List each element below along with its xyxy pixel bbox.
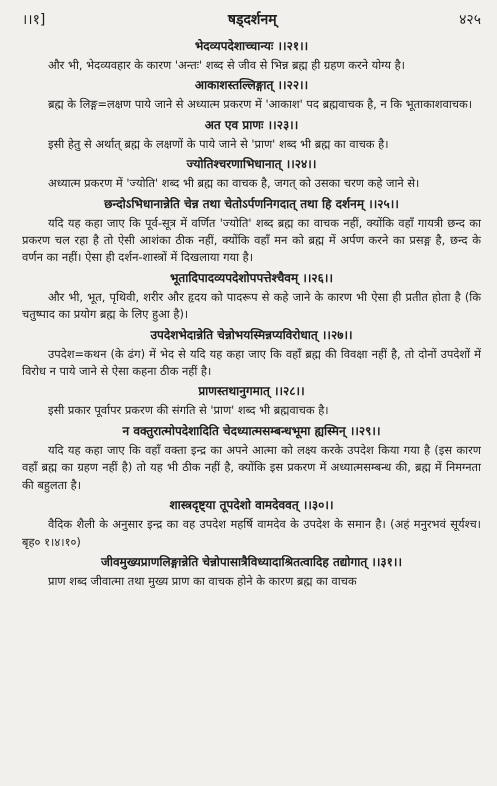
sutra-24: ज्योतिश्चरणाभिधानात् ।।२४।। xyxy=(186,157,317,172)
page-number: ४२५ xyxy=(459,12,481,28)
sutra-21: भेदव्यपदेशाच्चान्यः ।।२१।। xyxy=(194,39,309,53)
sutra-22: आकाशस्तल्लिङ्गात् ।।२२।। xyxy=(194,78,309,93)
page-body xyxy=(22,38,481,590)
sutra-26: भूतादिपादव्यपदेशोपपत्तेश्चैवम् ।।२६।। xyxy=(169,270,334,285)
sutra-23: अत एव प्राणः ।।२३।। xyxy=(204,117,299,132)
page-header xyxy=(22,10,481,30)
sutra-29: न वक्तुरात्मोपदेशादिति चेदध्यात्मसम्बन्धभूमा ह्यस्मिन् ।।२९।। xyxy=(122,423,381,438)
commentary-24: अध्यात्म प्रकरण में 'ज्योति' शब्द भी ब्रह्म का वाचक है, जगत् को उसका चरण कहे जाने से। xyxy=(48,176,420,191)
commentary-25: यदि यह कहा जाए कि पूर्व-सूत्र में वर्णित 'ज्योति' शब्द ब्रह्म का वाचक नहीं, क्योंकि वहाँ गायत्री छन्द का प्रकरण चल रहा है तो ऐसी आशंका ठीक नहीं, क्योंकि वहाँ मन को ब्रह्म में अर्पण करने का प्रसङ्ग है, छन्द के वर्णन का नहीं। ऐसा ही दर्शन-शास्त्रों में दिखलाया गया है। xyxy=(22,215,481,265)
commentary-28: इसी प्रकार पूर्वापर प्रकरण की संगति से 'प्राण' शब्द भी ब्रह्मवाचक है। xyxy=(48,403,329,418)
commentary-23: इसी हेतु से अर्थात् ब्रह्म के लक्षणों के पाये जाने से 'प्राण' शब्द भी ब्रह्म का वाचक है। xyxy=(48,136,389,151)
commentary-29: यदि यह कहा जाए कि वहाँ वक्ता इन्द्र का अपने आत्मा को लक्ष्य करके उपदेश किया गया है (इस कारण वहाँ ब्रह्म का ग्रहण नहीं है) तो यह भी ठीक नहीं है, क्योंकि इस प्रकरण में अध्यात्मसम्बन्ध की, ब्रह्म में निमग्नता की बहुलता है। xyxy=(22,442,481,492)
sutra-27: उपदेशभेदान्नेति चेन्नोभयस्मिन्नप्यविरोधात् ।।२७।। xyxy=(150,327,353,342)
commentary-26: और भी, भूत, पृथिवी, शरीर और हृदय को पादरूप से कहे जाने के कारण भी ऐसा ही प्रतीत होता है (कि चतुष्पाद का प्रयोग ब्रह्म के लिए हुआ है)। xyxy=(22,289,481,322)
commentary-31: प्राण शब्द जीवात्मा तथा मुख्य प्राण का वाचक होने के कारण ब्रह्म का वाचक xyxy=(48,573,357,588)
sutra-28: प्राणस्तथानुगमात् ।।२८।। xyxy=(198,384,305,399)
header-title: षड्दर्शनम् xyxy=(227,12,277,28)
commentary-27: उपदेश=कथन (के ढंग) में भेद से यदि यह कहा जाए कि वहाँ ब्रह्म की विवक्षा नहीं है, तो दोनों उपदेशों में विरोध न पाये जाने से ऐसा कहना ठीक नहीं है। xyxy=(22,346,481,379)
commentary-30: वैदिक शैली के अनुसार इन्द्र का वह उपदेश महर्षि वामदेव के उपदेश के समान है। (अहं मनुरभवं सूर्यश्च। बृह० १।४।१०) xyxy=(22,517,481,549)
commentary-21: और भी, भेदव्यवहार के कारण 'अन्तः' शब्द से जीव से भिन्न ब्रह्म ही ग्रहण करने योग्य है। xyxy=(48,58,405,72)
header-left: ।।१] xyxy=(22,12,46,28)
sutra-30: शास्त्रदृष्ट्या तूपदेशो वामदेववत् ।।३०।। xyxy=(169,498,334,513)
sutra-31: जीवमुख्यप्राणलिङ्गान्नेति चेन्नोपासात्रैविध्यादाश्रितत्वादिह तद्योगात् ।।३१।। xyxy=(100,554,403,569)
commentary-22: ब्रह्म के लिङ्ग=लक्षण पाये जाने से अध्यात्म प्रकरण में 'आकाश' पद ब्रह्मवाचक है, न कि भूताकाशवाचक। xyxy=(48,97,473,112)
sutra-25: छन्दोऽभिधानान्नेति चेन्न तथा चेतोऽर्पणनिगदात् तथा हि दर्शनम् ।।२५।। xyxy=(104,196,399,211)
